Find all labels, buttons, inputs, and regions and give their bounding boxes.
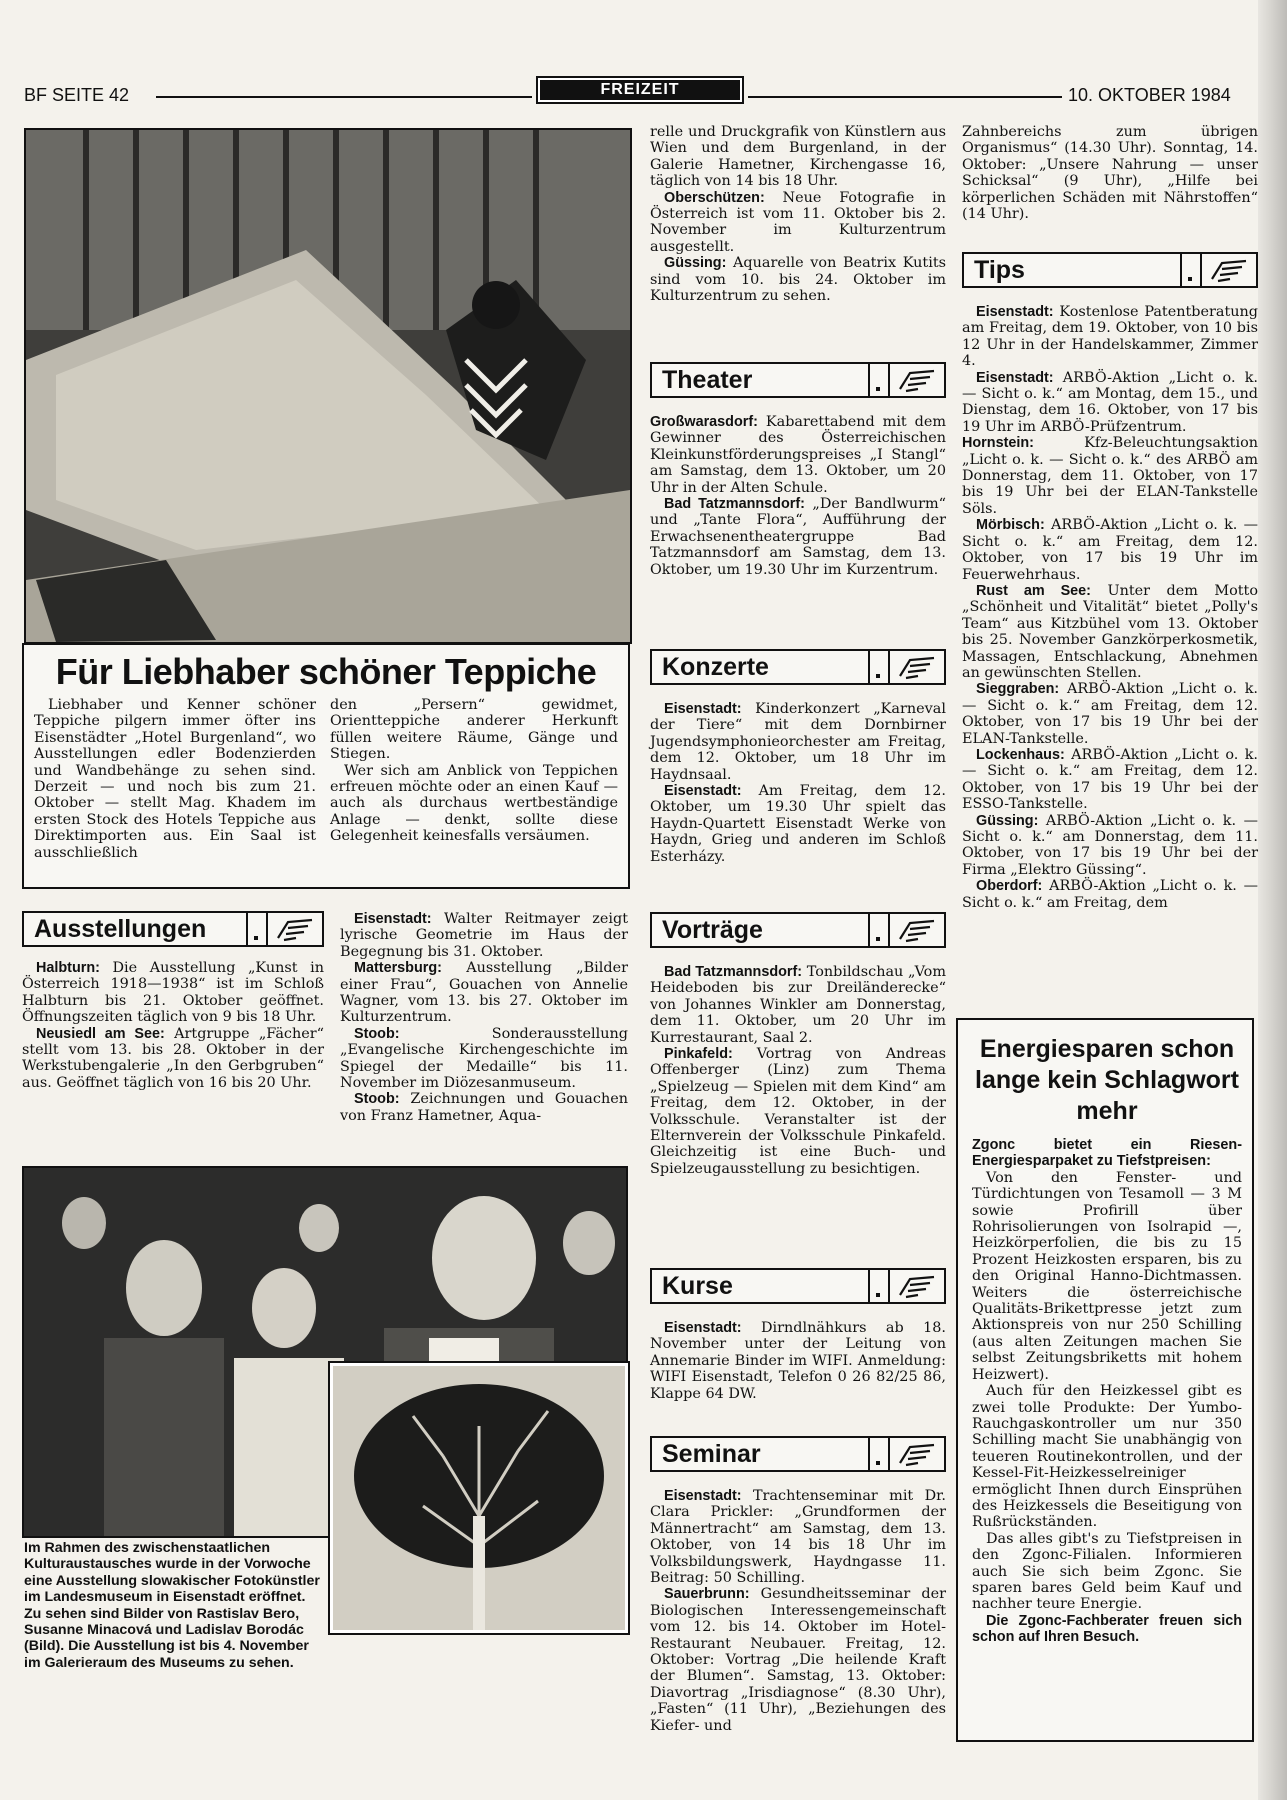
place-name: Mörbisch:: [976, 517, 1045, 534]
photo-caption: Im Rahmen des zwischenstaatlichen Kulturaustausches wurde in der Vorwoche eine Ausstellung slowakischer Fotokünstler im Landesmuseum in Eisenstadt eröffnet. Zu sehen sind Bilder von Rastislav Bero, Susanne Minacová und Ladislav Borodác (Bild). Die Ausstellung ist bis 4. November im Galerieraum des Museums zu sehen.: [24, 1540, 320, 1671]
place-name: Eisenstadt:: [664, 783, 742, 800]
carpet-col-1: [34, 697, 316, 861]
carpet-text-2: den „Persern“ gewidmet, Orientteppiche anderer Herkunft füllen weitere Räume, Gänge und Stiegen.: [330, 697, 618, 763]
place-name: Eisenstadt:: [664, 1320, 742, 1336]
ausstellungen-continued: [650, 124, 946, 304]
listing-text: Walter Reitmayer zeigt lyrische Geometrie im Haus der Begegnung bis 31. Oktober.: [340, 911, 628, 960]
section-header-theater: [650, 362, 946, 398]
listing-text: Kabarettabend mit dem Gewinner des Österreichischen Kleinkunstförderungspreises „I Stangl“ am Samstag, dem 13. Oktober, um 20 Uhr in der Alten Schule.: [650, 414, 946, 496]
place-name: Stoob:: [354, 1091, 400, 1108]
energy-ad-box: [956, 1018, 1254, 1742]
place-name: Hornstein:: [962, 435, 1034, 452]
vortraege-listings: [650, 964, 946, 1177]
listing-text: Zeichnungen und Gouachen von Franz Hametner, Aqua-: [340, 1091, 628, 1124]
seminar-continued: [962, 124, 1258, 222]
listing-text: Artgruppe „Fächer“ stellt vom 13. bis 28. Oktober in der Werkstubengalerie „In den Gerbgruben“ aus. Geöffnet täglich von 16 bis 20 Uhr.: [22, 1025, 324, 1091]
listing-text: Sonderausstellung „Evangelische Kirchengeschichte im Spiegel der Medaille“ bis 11. November im Diözesanmuseum.: [340, 1025, 628, 1092]
place-name: Oberschützen:: [664, 189, 765, 206]
section-title: Vorträge: [662, 916, 763, 944]
divider-box: [868, 914, 890, 946]
pointing-hand-icon: [268, 913, 322, 945]
listing-text: relle und Druckgrafik von Künstlern aus Wien und dem Burgenland, in der Galerie Hametner, Kirchengasse 16, täglich von 14 bis 18 Uhr.: [650, 124, 946, 190]
header-rule-right: [748, 96, 1062, 98]
listing-text: ARBÖ-Aktion „Licht o. k. — Sicht o. k.“ am Freitag, dem: [962, 878, 1258, 911]
place-name: Güssing:: [664, 255, 727, 272]
place-name: Neusiedl am See:: [36, 1025, 165, 1042]
listing-text: ARBÖ-Aktion „Licht o. k. — Sicht o. k.“ am Donnerstag, dem 11. Oktober, von 17 bis 19 Uhr bei der Firma „Elektro Güssing“.: [962, 812, 1258, 878]
place-name: Sauerbrunn:: [664, 1586, 750, 1603]
energy-text: Auch für den Heizkessel gibt es zwei tolle Produkte: Der Yumbo-Rauchgaskontroller um nur 350 Schilling macht Sie unabhängig von teueren Routinekontrollen, und der Kessel-Fit-Heizkesselreiniger ermöglicht Ihnen durch Einsprühen des Heizkessels die Beseitigung von Rußrückständen.: [972, 1383, 1242, 1531]
place-name: Mattersburg:: [354, 960, 442, 977]
section-header-vortraege: [650, 912, 946, 948]
energy-closing: Die Zgonc-Fachberater freuen sich schon auf Ihren Besuch.: [972, 1612, 1242, 1646]
place-name: Oberdorf:: [976, 878, 1043, 895]
divider-box: [868, 1270, 890, 1302]
section-title: Tips: [974, 256, 1025, 284]
pointing-hand-icon: [890, 1270, 944, 1302]
energy-text: Von den Fenster- und Türdichtungen von Tesamoll — 3 M sowie Profirill über Rohrisolierungen von Isolrapid —, Heizkörperfolien, die bis zu 15 Prozent Heizkosten ersparen, bis zu den Original Hanno-Dichtmassen. Weiters die österreichische Qualitäts-Brikettpresse jetzt zum Aktionspreis von nur 250 Schilling (aus alten Zeitungen machen Sie selbst Zeitungsbriketts mit hohem Heizwert).: [972, 1169, 1242, 1383]
section-title: Ausstellungen: [34, 915, 207, 943]
section-header-ausstellungen: [22, 911, 324, 947]
section-title: Seminar: [662, 1440, 761, 1468]
section-kicker-label: FREIZEIT: [540, 80, 740, 100]
listing-text: Gesundheitsseminar der Biologischen Interessengemeinschaft vom 12. bis 14. Oktober im Hotel-Restaurant Neubauer. Freitag, 12. Oktober: Vortrag „Die heilende Kraft der Blumen“. Samstag, 13. Oktober: Diavortrag „Irisdiagnose“ (8.30 Uhr), „Fasten“ (11 Uhr), „Beziehungen des Kiefer- und: [650, 1586, 946, 1734]
section-header-tips: [962, 252, 1258, 288]
place-name: Pinkafeld:: [664, 1046, 733, 1063]
section-header-kurse: [650, 1268, 946, 1304]
pointing-hand-icon: [1202, 254, 1256, 286]
place-name: Halbturn:: [36, 960, 100, 976]
pointing-hand-icon: [890, 914, 944, 946]
listing-text: Vortrag von Andreas Offenberger (Linz) zum Thema „Spielzeug — Spielen mit dem Kind“ am Freitag, dem 12. Oktober, in der Volksschule. Veranstalter ist der Elternverein der Volksschule Pinkafeld. Gleichzeitig ist eine Buch- und Spielzeugausstellung zu besichtigen.: [650, 1046, 946, 1177]
pointing-hand-icon: [890, 364, 944, 396]
listing-text: Dirndlnähkurs ab 18. November unter der Leitung von Annemarie Binder im WIFI. Anmeldung: WIFI Eisenstadt, Telefon 0 26 82/25 86, Klappe 64 DW.: [650, 1320, 946, 1402]
listing-text: Ausstellung „Bilder einer Frau“, Gouachen von Annelie Wagner, vom 13. bis 27. Oktober im Kulturzentrum.: [340, 960, 628, 1026]
place-name: Lockenhaus:: [976, 746, 1065, 763]
listing-text: Trachtenseminar mit Dr. Clara Prickler: „Grundformen der Männertracht“ am Samstag, dem 13. Oktober, von 14 bis 18 Uhr im Volksbildungswerk, Haydngasse 11. Beitrag: 50 Schilling.: [650, 1488, 946, 1587]
listing-text: Neue Fotografie in Österreich ist vom 11. Oktober bis 2. November im Kulturzentrum ausgestellt.: [650, 189, 946, 255]
listing-text: Die Ausstellung „Kunst in Österreich 1918—1938“ ist im Schloß Halbturn bis 21. Oktober geöffnet. Öffnungszeiten täglich von 9 bis 18 Uhr.: [22, 960, 324, 1026]
page-number: BF SEITE 42: [24, 85, 130, 105]
listing-text: Kinderkonzert „Karneval der Tiere“ mit dem Dornbirner Jugendsymphonieorchester am Freitag, dem 12. Oktober, um 18 Uhr im Haydnsaal.: [650, 701, 946, 783]
place-name: Eisenstadt:: [976, 304, 1054, 320]
listing-text: ARBÖ-Aktion „Licht o. k. — Sicht o. k.“ am Montag, dem 15., und Dienstag, dem 16. Oktober, von 17 bis 19 Uhr im ARBÖ-Prüfzentrum.: [962, 369, 1258, 435]
divider-box: [868, 1438, 890, 1470]
place-name: Stoob:: [354, 1025, 400, 1042]
listing-text: Kfz-Beleuchtungsaktion „Licht o. k. — Sicht o. k.“ des ARBÖ am Donnerstag, dem 11. Oktober, von 17 bis 19 Uhr bei der ELAN-Tankstelle Söls.: [962, 435, 1258, 517]
header-rule-left: [156, 96, 532, 98]
seminar-listings: [650, 1488, 946, 1734]
energy-lead: Zgonc bietet ein Riesen-Energiesparpaket zu Tiefstpreisen:: [972, 1137, 1242, 1170]
place-name: Eisenstadt:: [664, 1488, 742, 1504]
listing-text: Unter dem Motto „Schönheit und Vitalität“ bietet „Polly's Team“ aus Kitzbühel vom 13. Oktober bis 25. November Ganzkörperkosmetik, Massagen, Entschlackung, Abnehmen an gewünschten Stellen.: [962, 582, 1258, 681]
tips-listings: [962, 304, 1258, 911]
listing-text: Am Freitag, dem 12. Oktober, um 19.30 Uhr spielt das Haydn-Quartett Eisenstadt Werke von Haydn, Grieg und anderen im Schloß Esterházy.: [650, 783, 946, 865]
konzerte-listings: [650, 701, 946, 865]
listing-text: Kostenlose Patentberatung am Freitag, dem 19. Oktober, von 10 bis 12 Uhr in der Handelskammer, Zimmer 4.: [962, 304, 1258, 370]
place-name: Eisenstadt:: [664, 701, 742, 717]
section-header-konzerte: [650, 649, 946, 685]
place-name: Eisenstadt:: [976, 369, 1054, 386]
ausstellungen-col-2: [340, 911, 628, 1124]
divider-box: [246, 913, 268, 945]
listing-text: Aquarelle von Beatrix Kutits sind vom 10. bis 24. Oktober im Kulturzentrum zu sehen.: [650, 255, 946, 305]
carpet-col-2: [330, 697, 618, 845]
page-edge-shadow: [1258, 0, 1287, 1800]
listing-text: Zahnbereichs zum übrigen Organismus“ (14.30 Uhr). Sonntag, 14. Oktober: „Unsere Nahrung — unser Schicksal“ (9 Uhr), „Hilfe bei körperlichen Schäden mit Nährstoffen“ (14 Uhr).: [962, 124, 1258, 223]
listing-text: „Der Bandlwurm“ und „Tante Flora“, Aufführung der Erwachsenentheatergruppe Bad Tatzmannsdorf am Samstag, dem 13. Oktober, um 19.30 Uhr im Kurzentrum.: [650, 496, 946, 578]
carpet-text-1: Liebhaber und Kenner schöner Teppiche pilgern immer öfter ins Eisenstädter „Hotel Burgenland“, wo Ausstellungen edler Bodenzierden und Wandbehänge zu sehen sind. Derzeit — und noch bis zum 21. Oktober — stellt Mag. Khadem im ersten Stock des Hotels Teppiche aus Direktimporten aus. Ein Saal ist ausschließlich: [34, 697, 316, 861]
section-header-seminar: [650, 1436, 946, 1472]
ausstellungen-col-1: [22, 960, 324, 1091]
section-title: Konzerte: [662, 653, 769, 681]
carpet-photo: [24, 128, 632, 644]
energy-headline: Energiesparen schon lange kein Schlagwort mehr: [975, 1035, 1239, 1125]
listing-text: ARBÖ-Aktion „Licht o. k. — Sicht o. k.“ am Freitag, dem 12. Oktober, von 17 bis 19 Uhr bei der ESSO-Tankstelle.: [962, 746, 1258, 813]
place-name: Güssing:: [976, 812, 1039, 829]
place-name: Bad Tatzmannsdorf:: [664, 496, 805, 513]
listing-text: ARBÖ-Aktion „Licht o. k. — Sicht o. k.“ am Freitag, dem 12. Oktober, von 17 bis 19 Uhr im Feuerwehrhaus.: [962, 517, 1258, 583]
carpet-article: [22, 643, 630, 889]
kurse-listings: [650, 1320, 946, 1402]
place-name: Bad Tatzmannsdorf:: [664, 964, 803, 980]
pointing-hand-icon: [890, 1438, 944, 1470]
place-name: Rust am See:: [976, 582, 1091, 599]
divider-box: [1180, 254, 1202, 286]
place-name: Großwarasdorf:: [650, 414, 758, 430]
theater-listings: [650, 414, 946, 578]
carpet-headline: Für Liebhaber schöner Teppiche: [55, 651, 597, 692]
energy-text: Das alles gibt's zu Tiefstpreisen in den Zgonc-Filialen. Informieren auch Sie sich beim Zgonc. Sie sparen bares Geld beim Kauf und nachher teure Energie.: [972, 1530, 1242, 1613]
divider-box: [868, 651, 890, 683]
section-kicker: [536, 76, 744, 104]
pointing-hand-icon: [890, 651, 944, 683]
place-name: Eisenstadt:: [354, 911, 432, 927]
listing-text: ARBÖ-Aktion „Licht o. k. — Sicht o. k.“ am Freitag, dem 12. Oktober, von 17 bis 19 Uhr bei der ELAN-Tankstelle.: [962, 681, 1258, 747]
listing-text: Tonbildschau „Vom Heideboden bis zur Dreiländerecke“ von Johannes Winkler am Donnerstag, dem 11. Oktober, um 20 Uhr im Kurrestaurant, Saal 2.: [650, 964, 946, 1046]
place-name: Sieggraben:: [976, 681, 1060, 698]
issue-date: 10. OKTOBER 1984: [1068, 85, 1231, 105]
divider-box: [868, 364, 890, 396]
tree-inset-photo: [330, 1363, 628, 1633]
section-title: Kurse: [662, 1272, 733, 1300]
carpet-text-3: Wer sich am Anblick von Teppichen erfreuen möchte oder an einen Kauf — auch als durchaus wertbeständige Anlage — denkt, sollte diese Gelegenheit keinesfalls versäumen.: [330, 762, 618, 845]
section-title: Theater: [662, 366, 753, 394]
energy-body: [972, 1137, 1242, 1646]
